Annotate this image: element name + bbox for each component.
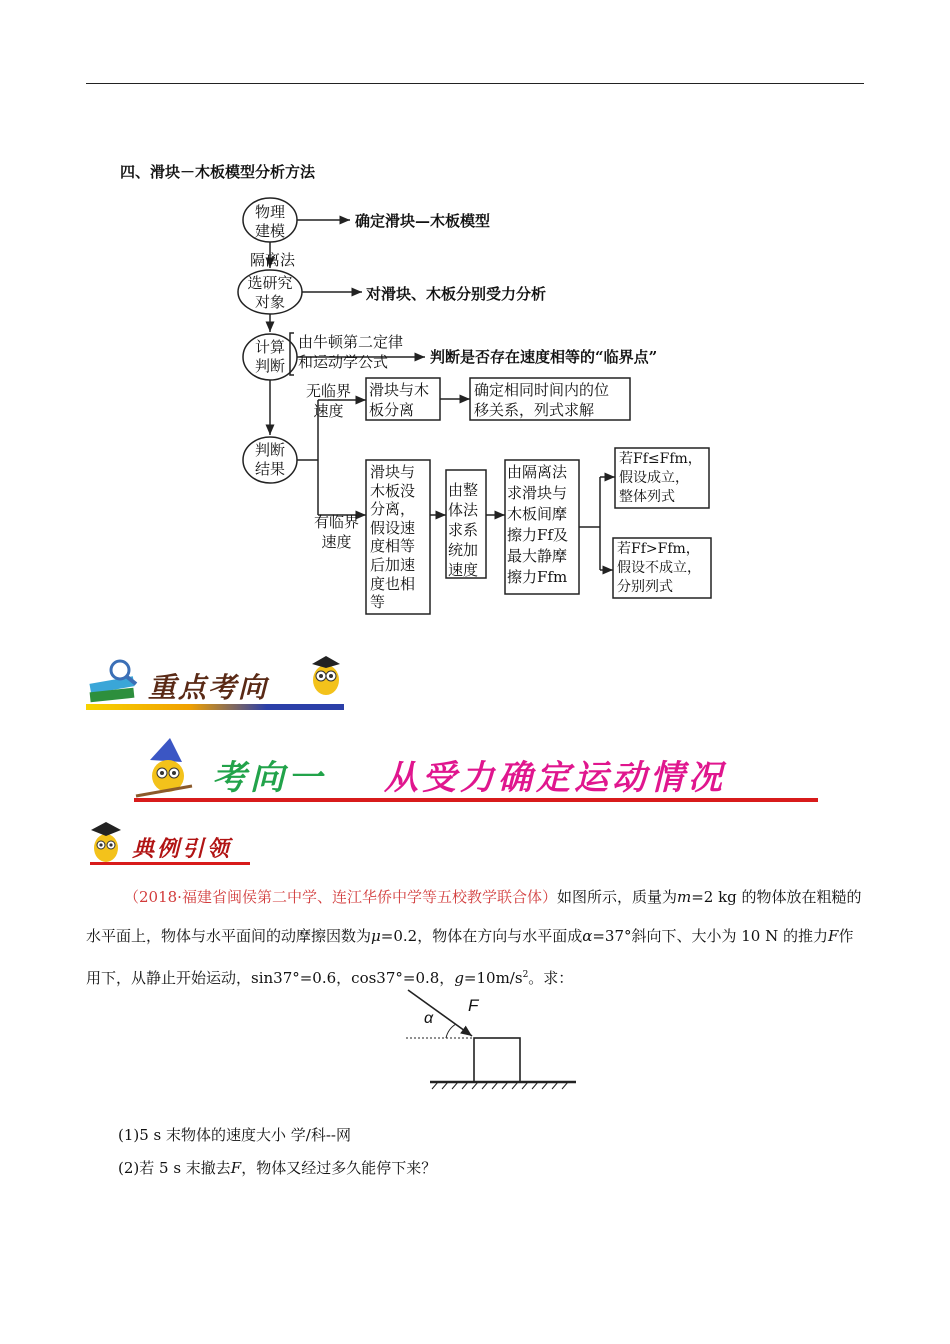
banner-topic-one — [132, 738, 822, 804]
critical-point-judgment: 判断是否存在速度相等的“临界点” — [430, 348, 658, 366]
banner-underline — [86, 704, 344, 710]
section-title: 四、滑块－木板模型分析方法 — [120, 163, 316, 181]
question-1: (1)5 s 末物体的速度大小 学/科--网 — [118, 1126, 351, 1144]
header-rule — [86, 83, 864, 84]
node-judge-result-label: 判断 结果 — [254, 441, 285, 478]
graduate-mascot-icon — [88, 818, 124, 866]
problem-source: （2018·福建省闽侯第二中学、连江华侨中学等五校教学联合体） — [124, 888, 557, 906]
banner-key-direction — [86, 652, 346, 714]
has-critical-speed-label: 有临界 速度 — [314, 513, 360, 551]
select-object-output: 对滑块、木板分别受力分析 — [366, 285, 547, 303]
whole-method-text: 由整 体法 求系 统加 速度 — [448, 481, 479, 579]
books-icon — [86, 658, 142, 704]
isolate-method-text: 由隔离法 求滑块与 木板间摩 擦力Ff及 最大静摩 擦力Ffm — [507, 463, 568, 586]
no-critical-speed-label: 无临界 速度 — [306, 382, 352, 420]
separate-text: 滑块与木 板分离 — [369, 381, 430, 419]
node-calc-judge-label: 计算 判断 — [254, 338, 285, 375]
wizard-mascot-icon — [132, 738, 204, 800]
force-label: F — [468, 996, 479, 1015]
banner-key-direction-text: 重点考向 — [148, 671, 269, 704]
question-2: (2)若 5 s 末撤去F，物体又经过多久能停下来？ — [118, 1159, 437, 1177]
isolation-method-label: 隔离法 — [250, 251, 296, 269]
not-separate-text: 滑块与 木板没 分离， 假设速 度相等 后加速 度也相 等 — [370, 463, 416, 612]
topic-underline — [134, 798, 818, 802]
node-select-object-label: 选研究 对象 — [247, 274, 293, 311]
newton-law-label: 由牛顿第二定律 和运动学公式 — [298, 333, 404, 371]
result-1-text: 若Ff≤Ffm， 假设成立， 整体列式 — [619, 451, 702, 505]
modeling-output: 确定滑块—木板模型 — [355, 212, 491, 230]
node-modeling-label: 物理 建模 — [254, 203, 285, 240]
topic-title: 从受力确定运动情况 — [384, 758, 726, 798]
result-2-text: 若Ff>Ffm， 假设不成立， 分别列式 — [617, 541, 701, 595]
example-title: 典例引领 — [132, 836, 233, 862]
mascot-icon — [308, 652, 344, 700]
displacement-text: 确定相同时间内的位 移关系，列式求解 — [474, 381, 610, 419]
example-underline — [90, 862, 250, 865]
problem-paragraph: （2018·福建省闽侯第二中学、连江华侨中学等五校教学联合体）如图所示，质量为m=2 kg 的物体放在粗糙的水平面上，物体与水平面间的动摩擦因数为μ=0.2，物体在方向与水平面成α=37°斜向下、大小为 10 N 的推力F作用下，从静止开始运动，sin37°=0.6，cos37°=0.8，$g=10m/s^2$。求： — [86, 888, 862, 987]
banner-example — [88, 818, 252, 868]
topic-number: 考向一 — [212, 758, 326, 798]
force-diagram — [400, 982, 582, 1090]
angle-label: α — [424, 1010, 434, 1027]
